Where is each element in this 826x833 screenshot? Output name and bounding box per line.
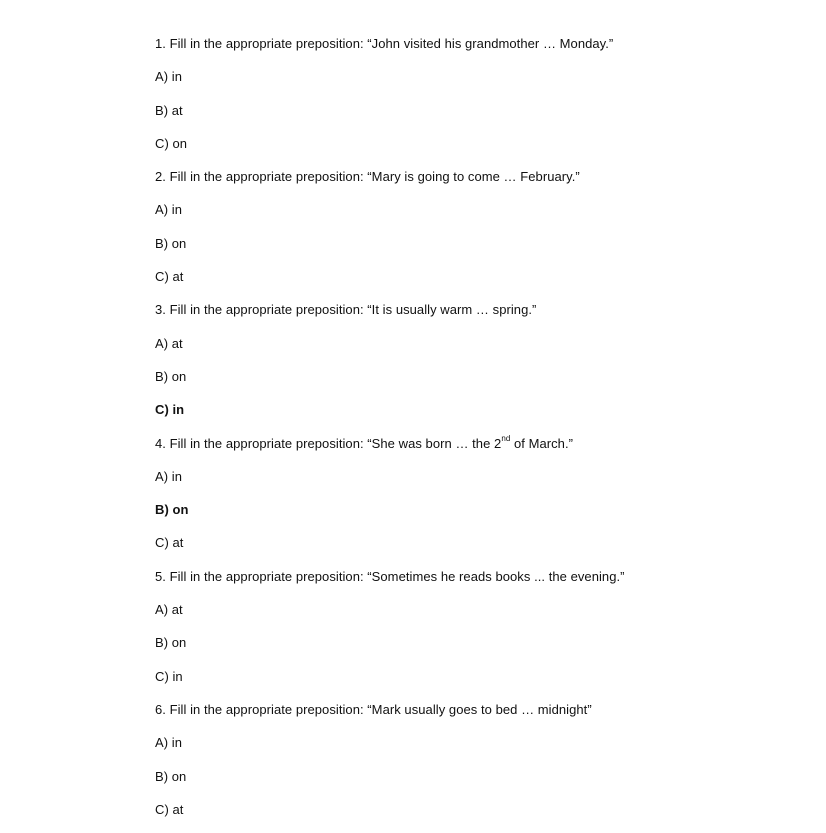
question-number: 6. bbox=[155, 701, 166, 717]
question-3-option-b: B) on bbox=[155, 368, 187, 384]
question-6-option-c: C) at bbox=[155, 801, 184, 817]
question-number: 1. bbox=[155, 36, 166, 51]
question-1-option-c: C) on bbox=[155, 135, 188, 151]
question-5-option-a: A) at bbox=[155, 602, 183, 618]
question-6-option-a: A) in bbox=[155, 735, 182, 751]
question-number: 4. bbox=[155, 435, 166, 451]
question-4-option-a: A) in bbox=[155, 468, 182, 484]
question-2-option-a: A) in bbox=[155, 202, 182, 218]
question-2-prompt bbox=[155, 167, 755, 200]
quiz-document bbox=[155, 34, 755, 833]
question-text-end: of March.” bbox=[510, 435, 574, 451]
question-text: Fill in the appropriate preposition: “Mark usually goes to bed … midnight” bbox=[169, 701, 592, 717]
question-text: Fill in the appropriate preposition: “Mary is going to come … February.” bbox=[169, 169, 580, 185]
question-4-option-c: C) at bbox=[155, 535, 184, 551]
question-number: 3. bbox=[155, 302, 166, 318]
question-4-option-b-highlighted: B) on bbox=[155, 502, 189, 518]
question-5-option-c: C) in bbox=[155, 668, 183, 684]
question-5-option-b: B) on bbox=[155, 635, 187, 651]
question-number: 5. bbox=[155, 568, 166, 584]
question-1-prompt bbox=[155, 34, 755, 67]
question-3-option-c-highlighted: C) in bbox=[155, 402, 185, 418]
question-1-option-b: B) at bbox=[155, 102, 183, 118]
question-6-prompt bbox=[155, 700, 755, 733]
question-3-prompt bbox=[155, 300, 755, 333]
ordinal-suffix: nd bbox=[501, 434, 511, 444]
question-number: 2. bbox=[155, 169, 166, 185]
question-4-prompt bbox=[155, 434, 755, 467]
question-text: Fill in the appropriate preposition: “John visited his grandmother … Monday.” bbox=[169, 36, 614, 51]
question-text: Fill in the appropriate preposition: “She was born … the 2 bbox=[169, 435, 502, 451]
question-6-option-b: B) on bbox=[155, 768, 187, 784]
question-2-option-b: B) on bbox=[155, 235, 187, 251]
question-1-option-a: A) in bbox=[155, 69, 182, 85]
question-text: Fill in the appropriate preposition: “Sometimes he reads books ... the evening.” bbox=[169, 568, 625, 584]
question-text: Fill in the appropriate preposition: “It is usually warm … spring.” bbox=[169, 302, 537, 318]
question-3-option-a: A) at bbox=[155, 335, 183, 351]
question-5-prompt bbox=[155, 567, 755, 600]
question-2-option-c: C) at bbox=[155, 269, 184, 285]
